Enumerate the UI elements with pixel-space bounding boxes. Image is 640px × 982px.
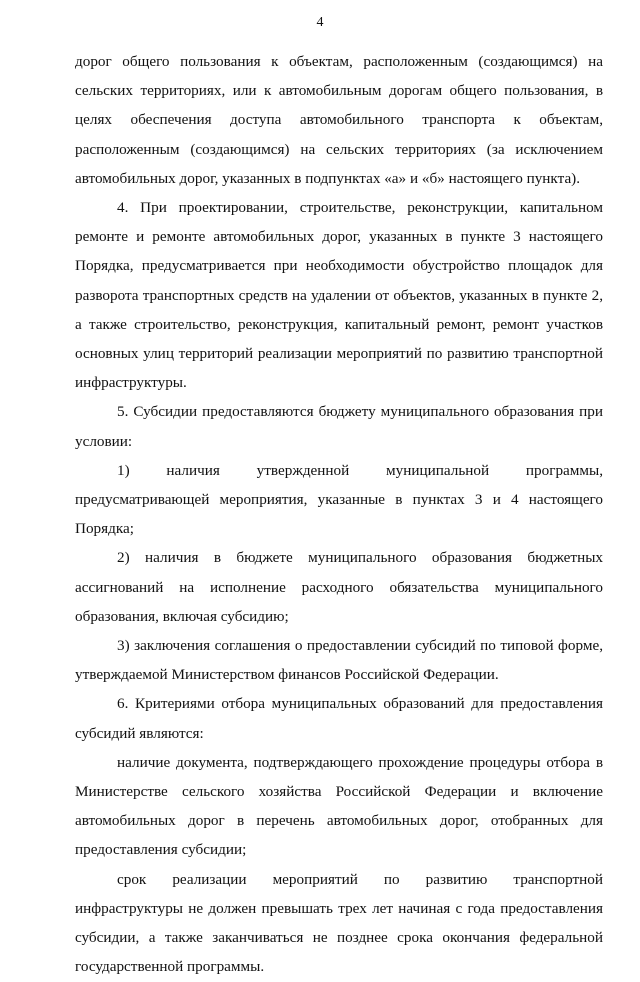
paragraph-condition-2: 2) наличия в бюджете муниципального образования бюджетных ассигнований на исполнение расходного обязательства муниципального образования, включая субсидию;	[75, 549, 603, 625]
paragraph-condition-1: 1) наличия утвержденной муниципальной программы, предусматривающей мероприятия, указанные в пунктах 3 и 4 настоящего Порядка;	[75, 461, 603, 538]
paragraph-criterion-2: срок реализации мероприятий по развитию транспортной инфраструктуры не должен превышать трех лет начиная с года предоставления субсидии, а также заканчиваться не позднее срока окончания федеральной государственной программы.	[75, 870, 603, 976]
paragraph-item-6: 6. Критериями отбора муниципальных образований для предоставления субсидий являются:	[75, 695, 603, 742]
document-body	[75, 47, 603, 982]
paragraph-item-5: 5. Субсидии предоставляются бюджету муниципального образования при условии:	[75, 403, 603, 450]
paragraph-condition-3: 3) заключения соглашения о предоставлении субсидий по типовой форме, утверждаемой Министерством финансов Российской Федерации.	[75, 637, 603, 684]
paragraph-item-4: 4. При проектировании, строительстве, реконструкции, капитальном ремонте и ремонте автомобильных дорог, указанных в пункте 3 настоящего Порядка, предусматривается при необходимости обустройство площадок для разворота транспортных средств на удалении от объектов, указанных в пункте 2, а также строительство, реконструкция, капитальный ремонт, ремонт участков основных улиц территорий реализации мероприятий по развитию транспортной инфраструктуры.	[75, 199, 603, 392]
paragraph-continuation: дорог общего пользования к объектам, расположенным (создающимся) на сельских территориях, или к автомобильным дорогам общего пользования, в целях обеспечения доступа автомобильного транспорта к объектам, расположенным (создающимся) на сельских территориях (за исключением автомобильных дорог, указанных в подпунктах «а» и «б» настоящего пункта).	[75, 53, 603, 187]
page-number: 4	[316, 15, 324, 30]
paragraph-criterion-1: наличие документа, подтверждающего прохождение процедуры отбора в Министерстве сельского хозяйства Российской Федерации и включение автомобильных дорог в перечень автомобильных дорог, отобранных для предоставления субсидии;	[75, 753, 603, 859]
